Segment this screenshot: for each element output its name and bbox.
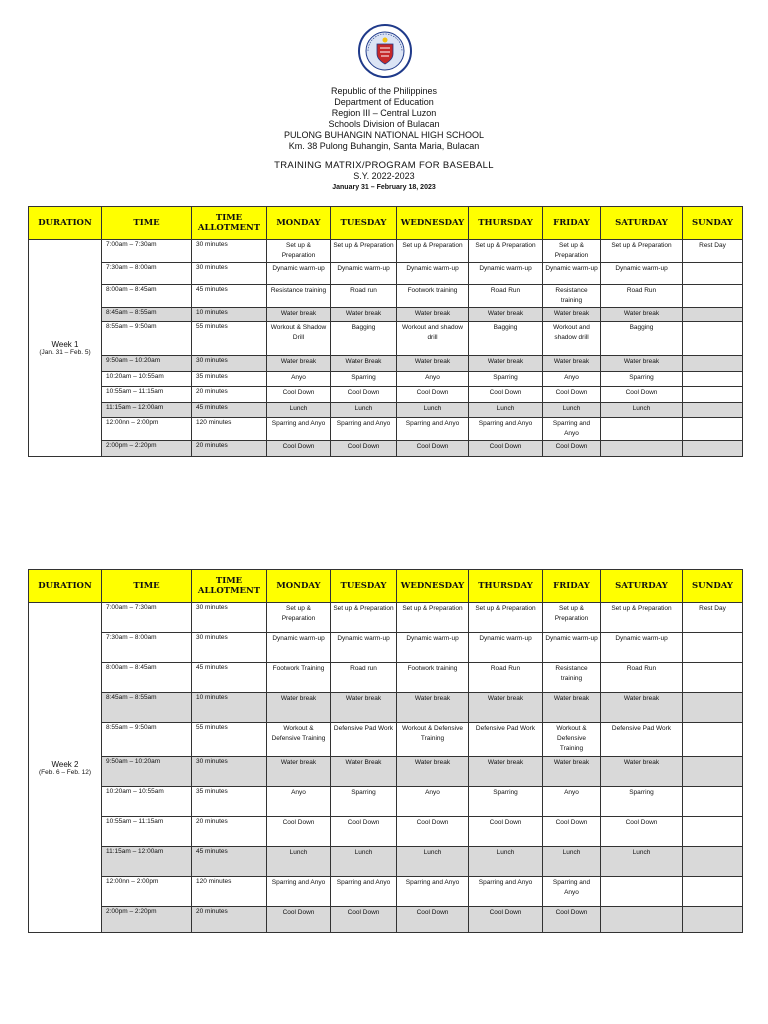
activity-cell-monday: Lunch <box>267 847 331 877</box>
activity-cell-saturday: Road Run <box>601 663 683 693</box>
time-cell: 2:00pm – 2:20pm <box>102 441 192 457</box>
activity-cell-saturday: Dynamic warm-up <box>601 263 683 285</box>
time-cell: 8:55am – 9:50am <box>102 723 192 757</box>
time-allotment-cell: 20 minutes <box>192 387 267 403</box>
activity-cell-tuesday: Water break <box>331 308 397 322</box>
column-header-tuesday: TUESDAY <box>331 570 397 603</box>
activity-cell-monday: Cool Down <box>267 387 331 403</box>
activity-cell-friday: Sparring and Anyo <box>543 418 601 441</box>
activity-cell-friday: Cool Down <box>543 441 601 457</box>
activity-cell-thursday: Set up & Preparation <box>469 603 543 633</box>
activity-cell-tuesday: Cool Down <box>331 907 397 933</box>
activity-cell-monday: Workout & Shadow Drill <box>267 322 331 356</box>
table-row <box>29 240 743 263</box>
time-cell: 7:00am – 7:30am <box>102 603 192 633</box>
activity-cell-tuesday: Water Break <box>331 356 397 372</box>
activity-cell-saturday: Sparring <box>601 787 683 817</box>
date-range: January 31 – February 18, 2023 <box>332 184 436 191</box>
column-header-time: TIME <box>102 207 192 240</box>
activity-cell-friday: Dynamic warm-up <box>543 263 601 285</box>
column-header-time-allotment: TIME ALLOTMENT <box>192 207 267 240</box>
table-row <box>29 693 743 723</box>
activity-cell-thursday: Sparring and Anyo <box>469 418 543 441</box>
activity-cell-monday: Water break <box>267 356 331 372</box>
activity-cell-saturday: Sparring <box>601 372 683 387</box>
column-header-time: TIME <box>102 570 192 603</box>
activity-cell-friday: Set up & Preparation <box>543 603 601 633</box>
activity-cell-monday: Water break <box>267 308 331 322</box>
table-row <box>29 308 743 322</box>
time-cell: 8:45am – 8:55am <box>102 308 192 322</box>
table-row <box>29 663 743 693</box>
table-row <box>29 387 743 403</box>
activity-cell-tuesday: Defensive Pad Work <box>331 723 397 757</box>
activity-cell-monday: Dynamic warm-up <box>267 633 331 663</box>
activity-cell-saturday <box>601 907 683 933</box>
table-row <box>29 907 743 933</box>
activity-cell-monday: Water break <box>267 757 331 787</box>
column-header-duration: DURATION <box>29 570 102 603</box>
time-cell: 8:00am – 8:45am <box>102 285 192 308</box>
activity-cell-friday: Workout and shadow drill <box>543 322 601 356</box>
activity-cell-sunday <box>683 877 743 907</box>
table-row <box>29 723 743 757</box>
activity-cell-wednesday: Cool Down <box>397 387 469 403</box>
activity-cell-sunday <box>683 787 743 817</box>
week-label: Week 1 <box>51 340 79 349</box>
activity-cell-tuesday: Lunch <box>331 847 397 877</box>
activity-cell-thursday: Bagging <box>469 322 543 356</box>
week-date-range: (Jan. 31 – Feb. 5) <box>39 349 91 356</box>
activity-cell-monday: Footwork Training <box>267 663 331 693</box>
activity-cell-wednesday: Lunch <box>397 403 469 418</box>
activity-cell-wednesday: Footwork training <box>397 663 469 693</box>
column-header-wednesday: WEDNESDAY <box>397 570 469 603</box>
activity-cell-tuesday: Water Break <box>331 757 397 787</box>
time-allotment-cell: 20 minutes <box>192 817 267 847</box>
activity-cell-saturday <box>601 441 683 457</box>
table-row <box>29 633 743 663</box>
activity-cell-monday: Sparring and Anyo <box>267 877 331 907</box>
header-line: Schools Division of Bulacan <box>328 119 440 129</box>
time-cell: 9:50am – 10:20am <box>102 356 192 372</box>
activity-cell-wednesday: Dynamic warm-up <box>397 263 469 285</box>
activity-cell-sunday <box>683 757 743 787</box>
table-row <box>29 322 743 356</box>
time-cell: 8:55am – 9:50am <box>102 322 192 356</box>
activity-cell-saturday: Lunch <box>601 847 683 877</box>
column-header-tuesday: TUESDAY <box>331 207 397 240</box>
activity-cell-wednesday: Sparring and Anyo <box>397 418 469 441</box>
activity-cell-saturday: Bagging <box>601 322 683 356</box>
activity-cell-thursday: Water break <box>469 356 543 372</box>
activity-cell-tuesday: Cool Down <box>331 387 397 403</box>
activity-cell-tuesday: Sparring <box>331 372 397 387</box>
activity-cell-sunday <box>683 907 743 933</box>
time-allotment-cell: 120 minutes <box>192 418 267 441</box>
document-title: TRAINING MATRIX/PROGRAM FOR BASEBALL <box>274 160 494 171</box>
deped-seal-logo <box>358 24 412 78</box>
activity-cell-sunday <box>683 441 743 457</box>
activity-cell-sunday <box>683 663 743 693</box>
time-cell: 12:00nn – 2:00pm <box>102 418 192 441</box>
activity-cell-monday: Anyo <box>267 372 331 387</box>
time-allotment-cell: 10 minutes <box>192 308 267 322</box>
activity-cell-sunday <box>683 285 743 308</box>
time-allotment-cell: 35 minutes <box>192 372 267 387</box>
school-address: Km. 38 Pulong Buhangin, Santa Maria, Bulacan <box>288 141 480 151</box>
activity-cell-wednesday: Set up & Preparation <box>397 603 469 633</box>
activity-cell-monday: Sparring and Anyo <box>267 418 331 441</box>
activity-cell-friday: Cool Down <box>543 387 601 403</box>
time-cell: 10:55am – 11:15am <box>102 817 192 847</box>
table-row <box>29 847 743 877</box>
time-cell: 7:30am – 8:00am <box>102 263 192 285</box>
time-allotment-cell: 55 minutes <box>192 723 267 757</box>
activity-cell-monday: Cool Down <box>267 817 331 847</box>
column-header-thursday: THURSDAY <box>469 570 543 603</box>
activity-cell-thursday: Defensive Pad Work <box>469 723 543 757</box>
column-header-time-allotment: TIME ALLOTMENT <box>192 570 267 603</box>
time-cell: 10:55am – 11:15am <box>102 387 192 403</box>
activity-cell-monday: Resistance training <box>267 285 331 308</box>
time-cell: 11:15am – 12:00am <box>102 847 192 877</box>
activity-cell-friday: Water break <box>543 308 601 322</box>
activity-cell-saturday: Road Run <box>601 285 683 308</box>
activity-cell-wednesday: Set up & Preparation <box>397 240 469 263</box>
column-header-friday: FRIDAY <box>543 207 601 240</box>
column-header-duration: DURATION <box>29 207 102 240</box>
activity-cell-saturday: Dynamic warm-up <box>601 633 683 663</box>
activity-cell-monday: Cool Down <box>267 441 331 457</box>
table-row <box>29 817 743 847</box>
time-cell: 8:00am – 8:45am <box>102 663 192 693</box>
activity-cell-sunday <box>683 308 743 322</box>
activity-cell-friday: Cool Down <box>543 817 601 847</box>
time-cell: 10:20am – 10:55am <box>102 787 192 817</box>
column-header-sunday: SUNDAY <box>683 570 743 603</box>
activity-cell-thursday: Water break <box>469 757 543 787</box>
activity-cell-wednesday: Cool Down <box>397 817 469 847</box>
activity-cell-thursday: Lunch <box>469 847 543 877</box>
table-row <box>29 263 743 285</box>
activity-cell-friday: Set up & Preparation <box>543 240 601 263</box>
activity-cell-friday: Lunch <box>543 403 601 418</box>
activity-cell-sunday: Rest Day <box>683 603 743 633</box>
activity-cell-wednesday: Footwork training <box>397 285 469 308</box>
activity-cell-tuesday: Sparring <box>331 787 397 817</box>
column-header-monday: MONDAY <box>267 570 331 603</box>
activity-cell-thursday: Dynamic warm-up <box>469 633 543 663</box>
activity-cell-monday: Workout & Defensive Training <box>267 723 331 757</box>
activity-cell-saturday: Defensive Pad Work <box>601 723 683 757</box>
header-row <box>29 570 743 603</box>
activity-cell-sunday <box>683 847 743 877</box>
activity-cell-wednesday: Water break <box>397 356 469 372</box>
activity-cell-friday: Anyo <box>543 787 601 817</box>
table-row <box>29 418 743 441</box>
activity-cell-wednesday: Water break <box>397 693 469 723</box>
time-allotment-cell: 10 minutes <box>192 693 267 723</box>
table-row <box>29 603 743 633</box>
activity-cell-tuesday: Sparring and Anyo <box>331 877 397 907</box>
activity-cell-thursday: Road Run <box>469 663 543 693</box>
activity-cell-sunday <box>683 693 743 723</box>
activity-cell-friday: Anyo <box>543 372 601 387</box>
activity-cell-thursday: Road Run <box>469 285 543 308</box>
activity-cell-friday: Resistance training <box>543 663 601 693</box>
activity-cell-tuesday: Road run <box>331 285 397 308</box>
time-allotment-cell: 35 minutes <box>192 787 267 817</box>
table-row <box>29 757 743 787</box>
time-cell: 9:50am – 10:20am <box>102 757 192 787</box>
activity-cell-thursday: Water break <box>469 693 543 723</box>
time-allotment-cell: 30 minutes <box>192 263 267 285</box>
time-allotment-cell: 120 minutes <box>192 877 267 907</box>
activity-cell-tuesday: Set up & Preparation <box>331 240 397 263</box>
activity-cell-wednesday: Workout and shadow drill <box>397 322 469 356</box>
column-header-saturday: SATURDAY <box>601 207 683 240</box>
activity-cell-thursday: Cool Down <box>469 907 543 933</box>
activity-cell-wednesday: Cool Down <box>397 907 469 933</box>
activity-cell-sunday <box>683 633 743 663</box>
activity-cell-sunday <box>683 372 743 387</box>
activity-cell-tuesday: Cool Down <box>331 441 397 457</box>
activity-cell-sunday <box>683 263 743 285</box>
table-row <box>29 285 743 308</box>
activity-cell-wednesday: Anyo <box>397 787 469 817</box>
time-allotment-cell: 30 minutes <box>192 757 267 787</box>
activity-cell-thursday: Sparring <box>469 372 543 387</box>
week-label: Week 2 <box>51 759 79 769</box>
activity-cell-sunday <box>683 817 743 847</box>
activity-cell-thursday: Sparring and Anyo <box>469 877 543 907</box>
activity-cell-saturday: Water break <box>601 757 683 787</box>
time-allotment-cell: 30 minutes <box>192 240 267 263</box>
column-header-sunday: SUNDAY <box>683 207 743 240</box>
column-header-monday: MONDAY <box>267 207 331 240</box>
activity-cell-monday: Set up & Preparation <box>267 240 331 263</box>
activity-cell-tuesday: Dynamic warm-up <box>331 263 397 285</box>
activity-cell-saturday: Lunch <box>601 403 683 418</box>
activity-cell-tuesday: Cool Down <box>331 817 397 847</box>
activity-cell-sunday: Rest Day <box>683 240 743 263</box>
activity-cell-thursday: Set up & Preparation <box>469 240 543 263</box>
time-cell: 12:00nn – 2:00pm <box>102 877 192 907</box>
activity-cell-thursday: Sparring <box>469 787 543 817</box>
activity-cell-saturday: Cool Down <box>601 387 683 403</box>
table-row <box>29 787 743 817</box>
activity-cell-tuesday: Water break <box>331 693 397 723</box>
activity-cell-sunday <box>683 723 743 757</box>
column-header-thursday: THURSDAY <box>469 207 543 240</box>
time-allotment-cell: 45 minutes <box>192 285 267 308</box>
activity-cell-friday: Water break <box>543 356 601 372</box>
column-header-wednesday: WEDNESDAY <box>397 207 469 240</box>
activity-cell-tuesday: Set up & Preparation <box>331 603 397 633</box>
activity-cell-friday: Workout & Defensive Training <box>543 723 601 757</box>
activity-cell-tuesday: Bagging <box>331 322 397 356</box>
activity-cell-friday: Cool Down <box>543 907 601 933</box>
activity-cell-monday: Cool Down <box>267 907 331 933</box>
activity-cell-thursday: Lunch <box>469 403 543 418</box>
activity-cell-thursday: Dynamic warm-up <box>469 263 543 285</box>
time-allotment-cell: 45 minutes <box>192 663 267 693</box>
activity-cell-saturday: Cool Down <box>601 817 683 847</box>
activity-cell-thursday: Cool Down <box>469 817 543 847</box>
week-duration-cell <box>29 240 102 457</box>
document-header <box>0 86 768 193</box>
time-cell: 2:00pm – 2:20pm <box>102 907 192 933</box>
time-allotment-cell: 20 minutes <box>192 441 267 457</box>
training-matrix-week-2 <box>28 569 743 933</box>
time-allotment-cell: 20 minutes <box>192 907 267 933</box>
activity-cell-sunday <box>683 403 743 418</box>
week-duration-cell <box>29 603 102 933</box>
header-line: Region III – Central Luzon <box>331 108 437 118</box>
column-header-friday: FRIDAY <box>543 570 601 603</box>
header-line: Republic of the Philippines <box>330 86 438 96</box>
table-row <box>29 441 743 457</box>
activity-cell-tuesday: Dynamic warm-up <box>331 633 397 663</box>
activity-cell-friday: Dynamic warm-up <box>543 633 601 663</box>
time-cell: 8:45am – 8:55am <box>102 693 192 723</box>
time-allotment-cell: 45 minutes <box>192 403 267 418</box>
activity-cell-wednesday: Lunch <box>397 847 469 877</box>
activity-cell-saturday: Water break <box>601 308 683 322</box>
activity-cell-wednesday: Workout & Defensive Training <box>397 723 469 757</box>
activity-cell-tuesday: Lunch <box>331 403 397 418</box>
activity-cell-monday: Anyo <box>267 787 331 817</box>
time-allotment-cell: 45 minutes <box>192 847 267 877</box>
activity-cell-monday: Water break <box>267 693 331 723</box>
activity-cell-wednesday: Water break <box>397 757 469 787</box>
activity-cell-thursday: Cool Down <box>469 441 543 457</box>
activity-cell-monday: Dynamic warm-up <box>267 263 331 285</box>
activity-cell-thursday: Water break <box>469 308 543 322</box>
school-year: S.Y. 2022-2023 <box>353 171 415 181</box>
table-row <box>29 877 743 907</box>
header-row <box>29 207 743 240</box>
activity-cell-friday: Lunch <box>543 847 601 877</box>
table-row <box>29 356 743 372</box>
activity-cell-wednesday: Cool Down <box>397 441 469 457</box>
activity-cell-wednesday: Dynamic warm-up <box>397 633 469 663</box>
activity-cell-friday: Water break <box>543 693 601 723</box>
table-row <box>29 403 743 418</box>
activity-cell-friday: Water break <box>543 757 601 787</box>
time-cell: 10:20am – 10:55am <box>102 372 192 387</box>
column-header-saturday: SATURDAY <box>601 570 683 603</box>
time-allotment-cell: 55 minutes <box>192 322 267 356</box>
time-cell: 7:30am – 8:00am <box>102 633 192 663</box>
activity-cell-friday: Resistance training <box>543 285 601 308</box>
activity-cell-saturday: Set up & Preparation <box>601 603 683 633</box>
time-allotment-cell: 30 minutes <box>192 356 267 372</box>
activity-cell-monday: Lunch <box>267 403 331 418</box>
activity-cell-saturday: Water break <box>601 356 683 372</box>
training-matrix-week-1 <box>28 206 743 457</box>
activity-cell-wednesday: Sparring and Anyo <box>397 877 469 907</box>
activity-cell-tuesday: Road run <box>331 663 397 693</box>
activity-cell-saturday <box>601 418 683 441</box>
activity-cell-thursday: Cool Down <box>469 387 543 403</box>
activity-cell-tuesday: Sparring and Anyo <box>331 418 397 441</box>
time-allotment-cell: 30 minutes <box>192 633 267 663</box>
time-cell: 11:15am – 12:00am <box>102 403 192 418</box>
activity-cell-wednesday: Anyo <box>397 372 469 387</box>
activity-cell-saturday: Water break <box>601 693 683 723</box>
activity-cell-friday: Sparring and Anyo <box>543 877 601 907</box>
activity-cell-saturday <box>601 877 683 907</box>
activity-cell-sunday <box>683 418 743 441</box>
header-line: Department of Education <box>334 97 434 107</box>
table-row <box>29 372 743 387</box>
activity-cell-sunday <box>683 387 743 403</box>
activity-cell-saturday: Set up & Preparation <box>601 240 683 263</box>
time-cell: 7:00am – 7:30am <box>102 240 192 263</box>
school-name: PULONG BUHANGIN NATIONAL HIGH SCHOOL <box>283 130 485 140</box>
activity-cell-sunday <box>683 322 743 356</box>
time-allotment-cell: 30 minutes <box>192 603 267 633</box>
activity-cell-wednesday: Water break <box>397 308 469 322</box>
activity-cell-monday: Set up & Preparation <box>267 603 331 633</box>
week-date-range: (Feb. 6 – Feb. 12) <box>38 768 92 776</box>
activity-cell-sunday <box>683 356 743 372</box>
